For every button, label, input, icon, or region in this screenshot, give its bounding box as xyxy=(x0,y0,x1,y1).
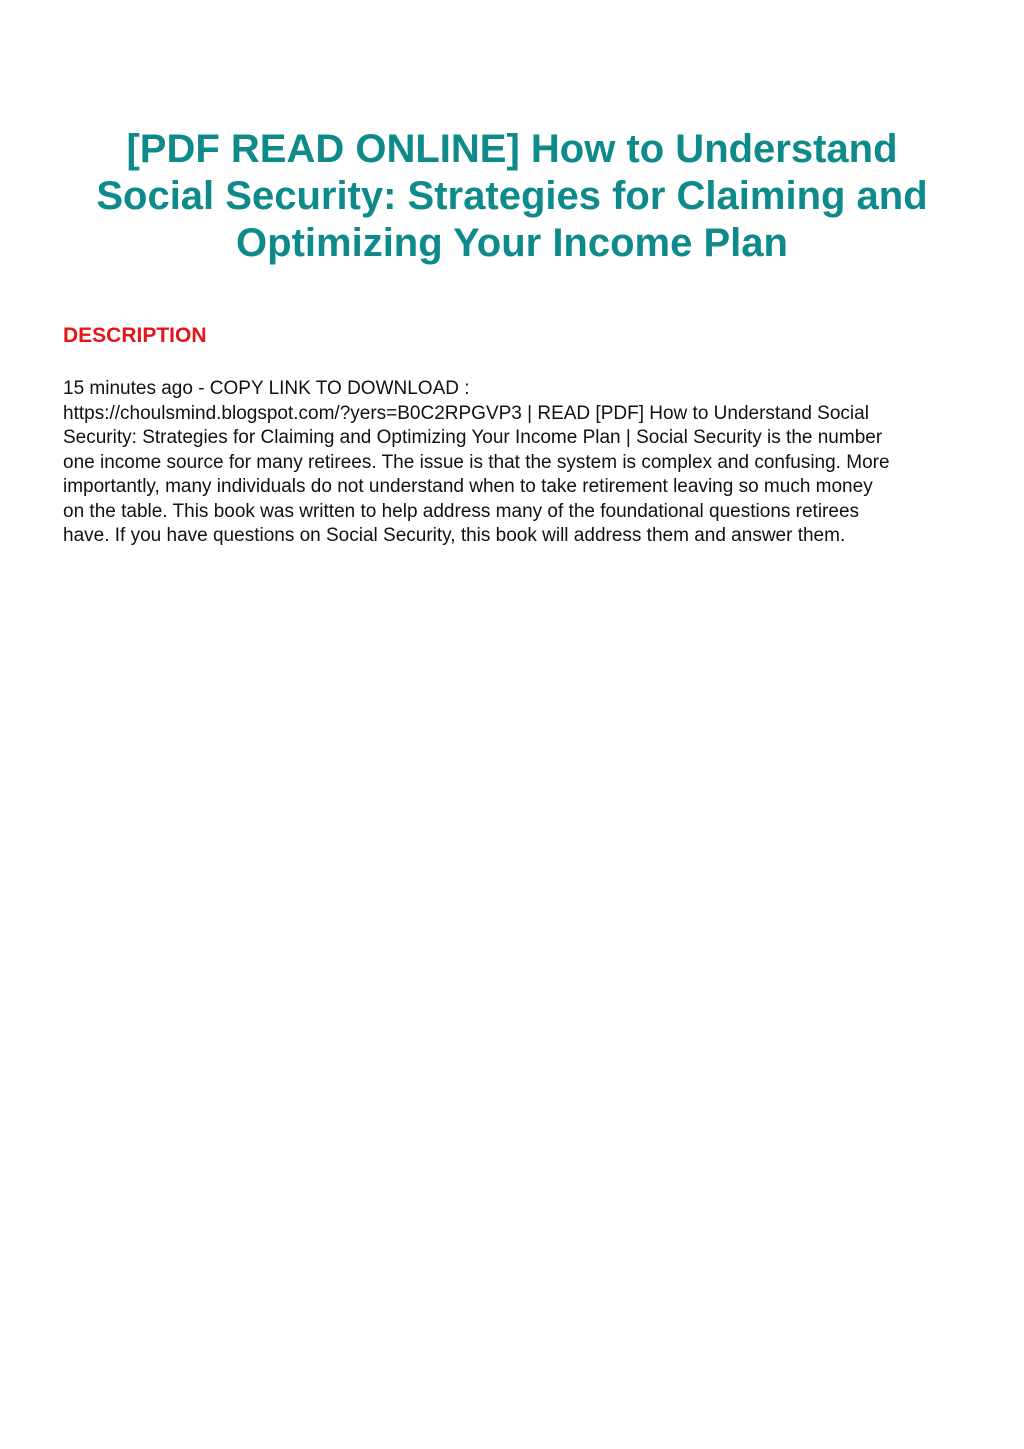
title-line: Optimizing Your Income Plan xyxy=(236,221,788,265)
description-heading: DESCRIPTION xyxy=(63,324,207,347)
description-line: one income source for many retirees. The issue is that the system is complex and confusing. More xyxy=(63,451,890,473)
description-line: importantly, many individuals do not understand when to take retirement leaving so much money xyxy=(63,476,873,497)
page-title xyxy=(60,126,964,267)
title-line: Social Security: Strategies for Claiming and xyxy=(96,174,928,218)
description-line: 15 minutes ago - COPY LINK TO DOWNLOAD : xyxy=(63,378,470,399)
description-line: on the table. This book was written to help address many of the foundational questions retirees xyxy=(63,500,860,522)
description-line: have. If you have questions on Social Security, this book will address them and answer them. xyxy=(63,525,846,546)
title-line: [PDF READ ONLINE] How to Understand xyxy=(126,127,898,171)
description-line-link: https://choulsmind.blogspot.com/?yers=B0C2RPGVP3 | READ [PDF] How to Understand Social xyxy=(63,402,869,424)
description-text xyxy=(63,377,963,549)
description-line: Security: Strategies for Claiming and Optimizing Your Income Plan | Social Security is the number xyxy=(63,427,883,448)
